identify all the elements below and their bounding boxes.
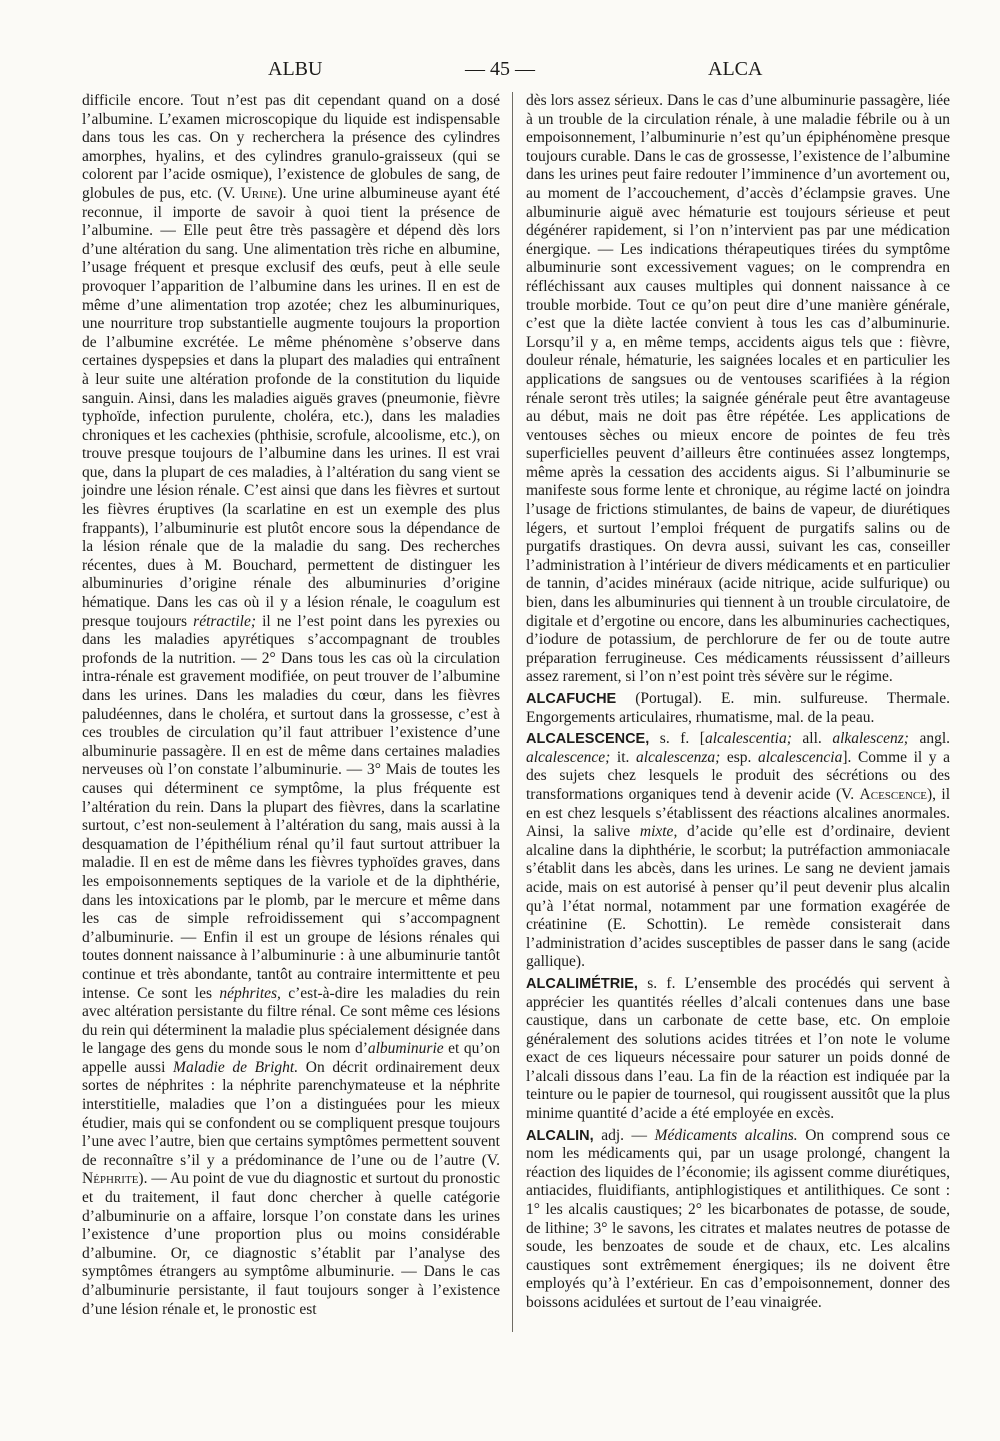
text-run: ). — Au point de vue du diagnostic et surtout du pronostic et du traitement, il faut donc chercher à quelle catégorie d’albuminurie on a affaire, lorsque l’on constate dans les urines l’existence d’une proportion plus ou moins considérable d’albumine. Or, ce diagnostic s’établit par l’analyse des symptômes étrangers au symptôme albuminurie. — Dans le cas d’albuminurie persistante, il faut toujours songer à l’existence d’une lésion rénale et, le pronostic est — [82, 1170, 500, 1318]
left-column — [82, 92, 500, 1319]
albuminurie-continuation — [82, 92, 500, 1319]
text-run: il ne l’est point dans les pyrexies ou dans les maladies apyrétiques s’accompagnant de troubles profonds de la nutrition. — 2° Dans tous les cas où la circulation intra-rénale est gravement modifiée, on peut trouver de l’albumine dans les urines. Dans les maladies du cœur, dans les fièvres paludéennes, dans le choléra, et surtout dans la grossesse, c’est à ces troubles de circulation qu’il faut attribuer l’existence d’une albuminurie passagère. Il en est de même dans certaines maladies nerveuses où l’on constate l’albuminurie. — 3° Mais de toutes les causes qui déterminent ce symptôme, la plus fréquente est l’altération du rein. Dans la plupart des fièvres, dans la scarlatine surtout, c’est non-seulement à l’altération du sang, mais aussi à la desquamation de l’épithélium rénal qu’il faut surtout attribuer la maladie. Il en est de même dans les fièvres typhoïdes graves, dans les empoisonnements septiques de la variole et de la diphthérie, dans les intoxications par le plomb, par le mercure et même dans les cas de simple refroidissement qui s’accompagnent d’albuminurie. — Enfin il est un groupe de lésions rénales qui toutes donnent naissance à l’albuminurie : à une albuminurie tantôt continue et très abondante, tantôt au contraire intermittente et peu intense. Ce sont les — [82, 612, 500, 1002]
italic-term: alcalescence; — [526, 748, 611, 766]
italic-term: albuminurie — [367, 1040, 444, 1058]
italic-term: Médicaments alcalins. — [654, 1126, 798, 1144]
column-divider — [512, 92, 513, 1332]
page-number: — 45 — — [465, 58, 535, 80]
text-run: (Portugal). E. min. sulfureuse. Thermale. Engorgements articulaires, rhumatisme, mal. de la peau. — [526, 690, 950, 726]
text-run: ), il en est chez lesquels s’établissent des réactions alcalines anormales. Ainsi, la salive — [526, 785, 950, 841]
running-head-right: ALCA — [708, 58, 763, 80]
text-run: ]. Comme il y a des sujets chez lesquels le produit des sécrétions ou des transformations organiques tend à devenir acide (V. — [526, 748, 950, 803]
headword: ALCALIMÉTRIE, — [526, 975, 638, 992]
text-run: On comprend sous ce nom les médicaments qui, par un usage prolongé, changent la réaction des liquides de l’économie; ils agissent comme diurétiques, antiacides, fluidifiants, antiphlogistiques et antilithiques. Ce sont : 1° les alcalis caustiques; 2° les bicarbonates de potasse, de soude, de lithine; 3° le savons, les citrates et malates neutres de potasse de soude, les benzoates de soude et de chaux, etc. Les alcalins caustiques sont extrêmement énergiques; ils ne doivent être employés qu’à l’extérieur. En cas d’empoisonnement, donner des boissons acidulées et surtout de l’eau vinaigrée. — [526, 1126, 950, 1311]
right-column — [526, 92, 950, 1313]
entry-alcalescence — [526, 730, 950, 972]
text-run: esp. — [720, 748, 758, 766]
cross-reference: Urine — [240, 184, 278, 202]
headword: ALCALIN, — [526, 1127, 594, 1144]
text-run: s. f. [ — [649, 730, 705, 748]
text-run: it. — [610, 748, 636, 766]
italic-term: alkalescenz; — [832, 730, 909, 748]
headword: ALCAFUCHE — [526, 691, 617, 707]
italic-term: alcalescentia; — [704, 730, 792, 748]
text-run: difficile encore. Tout n’est pas dit cependant quand on a dosé l’albumine. L’examen microscopique du liquide est indispensable dans tous les cas. On y recherchera la présence des cylindres amorphes, hyalins, et des cylindres granulo-graisseux (qui se colorent par l’acide osmique), l’existence de globules de sang, de globules de pus, etc. (V. — [82, 92, 500, 202]
italic-term: rétractile; — [193, 612, 256, 630]
text-run: adj. — — [593, 1126, 655, 1144]
italic-term: néphrites, — [219, 984, 281, 1002]
text-run: angl. — [908, 730, 951, 748]
text-run: all. — [791, 730, 833, 748]
text-run: c’est-à-dire les maladies du rein avec altération persistante du filtre rénal. Ce sont même ces lésions du rein qui déterminent la maladie plus spécialement désignée dans le langage des gens du monde sous le nom d’ — [82, 984, 501, 1058]
entry-alcalin — [526, 1127, 950, 1313]
cross-reference: Néphrite — [82, 1170, 139, 1188]
text-run: ). Une urine albumineuse ayant été reconnue, il importe de savoir à quoi tient la présence de l’albumine. — Elle peut être très passagère et dépend dès lors d’une altération du sang. Une alimentation très riche en albumine, l’usage fréquent et presque exclusif des œufs, peut à elle seule provoquer l’apparition de l’albumine dans les urines. Il en est de même d’une alimentation trop azotée; chez les albuminuriques, une nourriture trop substantielle augmente toujours la proportion de l’albumine excrétée. Le même phénomène s’observe dans certaines dyspepsies et dans la plupart des maladies qui entraînent à leur suite une altération profonde de la constitution du liquide sanguin. Ainsi, dans les maladies aiguës graves (pneumonie, fièvre typhoïde, infection purulente, choléra, etc.), dans les maladies chroniques et les cachexies (phthisie, scrofule, alcoolisme, etc.), on trouve presque toujours de l’albumine dans les urines. Il est vrai que, dans la plupart de ces maladies, à l’altération du sang vient se joindre une lésion rénale. C’est ainsi que dans les fièvres et surtout les fièvres éruptives (la scarlatine en est un exemple des plus frappants), l’albuminurie est plutôt encore sous la dépendance de la lésion rénale que de la maladie du sang. Des recherches récentes, dues à M. Bouchard, permettent de distinguer les albuminuries d’origine rénale des albuminuries d’origine hématique. Dans les cas où il y a lésion rénale, le coagulum est presque toujours — [82, 184, 500, 630]
italic-term: Maladie de Bright. — [173, 1058, 299, 1076]
text-run: s. f. L’ensemble des procédés qui servent à apprécier les quantités réelles d’alcali contenues dans une base caustique, dans un carbonate de cette base, etc. On emploie généralement des solutions acides titrées et l’on note le volume exact de ces liqueurs nécessaire pour saturer un poids donné de l’alcali dissous dans l’eau. La fin de la réaction est indiquée par la teinture ou le papier de tournesol, qui rougissent aussitôt que la plus minime quantité d’acide a été employée en excès. — [526, 974, 950, 1123]
text-run: dès lors assez sérieux. Dans le cas d’une albuminurie passagère, liée à un trouble de la circulation rénale, à une maladie fébrile ou à un empoisonnement, l’albuminurie n’est qu’un épiphénomène presque toujours curable. Dans le cas de grossesse, l’existence de l’albumine dans les urines peut faire redouter l’imminence d’un avortement ou, au moment de l’accouchement, d’accès d’éclampsie graves. Une albuminurie aiguë avec hématurie est toujours sérieuse et peut dégénérer rapidement, si l’on n’intervient pas par une médication énergique. — Les indications thérapeutiques tirées du symptôme albuminurie sont excessivement vagues; on le comprendra en réfléchissant aux causes multiples qui donnent naissance à ce trouble morbide. Tout ce qu’on peut dire d’une manière générale, c’est que la diète lactée convient à tous les cas d’albuminurie. Lorsqu’il y a, en même temps, accidents aigus tels que : fièvre, douleur rénale, hématurie, les saignées locales et en particulier les applications de sangsues ou de ventouses scarifiées à la région rénale seront très utiles; la saignée générale peut être avantageuse au début, mais ne doit pas être répétée. Les applications de ventouses sèches ou mieux encore de pointes de feu très superficielles peuvent d’ailleurs être continuées assez longtemps, même après la cessation des accidents aigus. Si l’albuminurie se manifeste sous forme lente et chronique, au régime lacté on joindra l’usage de frictions stimulantes, de bains de vapeur, de diurétiques légers, et surtout l’emploi fréquent de purgatifs salins ou de purgatifs drastiques. On devra aussi, suivant les cas, conseiller l’administration à l’intérieur de divers médicaments et en particulier de tannin, d’acides minéraux (acide nitrique, acide sulfurique) ou bien, dans les albuminuries qui tiennent à un trouble circulatoire, de digitale et d’ergotine ou encore, dans les albuminuries cachectiques, d’iodure de potassium, de perchlorure de fer ou de toute autre préparation ferrugineuse. Ces médicaments réussissent d’ailleurs assez rarement, si l’on n’est point très sévère sur le régime. — [526, 92, 950, 686]
text-run: d’acide qu’elle est d’ordinaire, devient alcaline dans la diphthérie, le scorbut; la putréfaction ammoniacale s’établit dans les abcès, dans les urines. Le sang ne devient jamais acide, mais on est autorisé à penser qu’il peut devenir plus alcalin qu’à l’état normal, notamment par une formation exagérée de créatinine (E. Schottin). Le remède consisterait dans l’administration d’acides susceptibles de passer dans le sang (acide gallique). — [526, 823, 950, 971]
italic-term: mixte, — [639, 823, 678, 841]
running-head — [0, 58, 1000, 84]
cross-reference: Acescence — [859, 785, 927, 803]
italic-term: alcalescenza; — [635, 748, 721, 766]
entry-alcafuche — [526, 690, 950, 727]
running-head-left: ALBU — [268, 58, 323, 80]
text-run: On décrit ordinairement deux sortes de néphrites : la néphrite parenchymateuse et la néphrite interstitielle, maladies que l’on a distinguées pour les mieux étudier, mais qui se confondent ou se compliquent presque toujours l’une avec l’autre, bien que certains symptômes permettent souvent de reconnaître s’il y a prédominance de l’une ou de l’autre (V. — [82, 1058, 500, 1169]
italic-term: alcalescencia — [758, 748, 843, 766]
albuminurie-conclusion — [526, 92, 950, 687]
headword: ALCALESCENCE, — [526, 731, 650, 748]
text-run: et qu’on appelle aussi — [82, 1040, 500, 1076]
entry-alcalimetrie — [526, 975, 950, 1124]
